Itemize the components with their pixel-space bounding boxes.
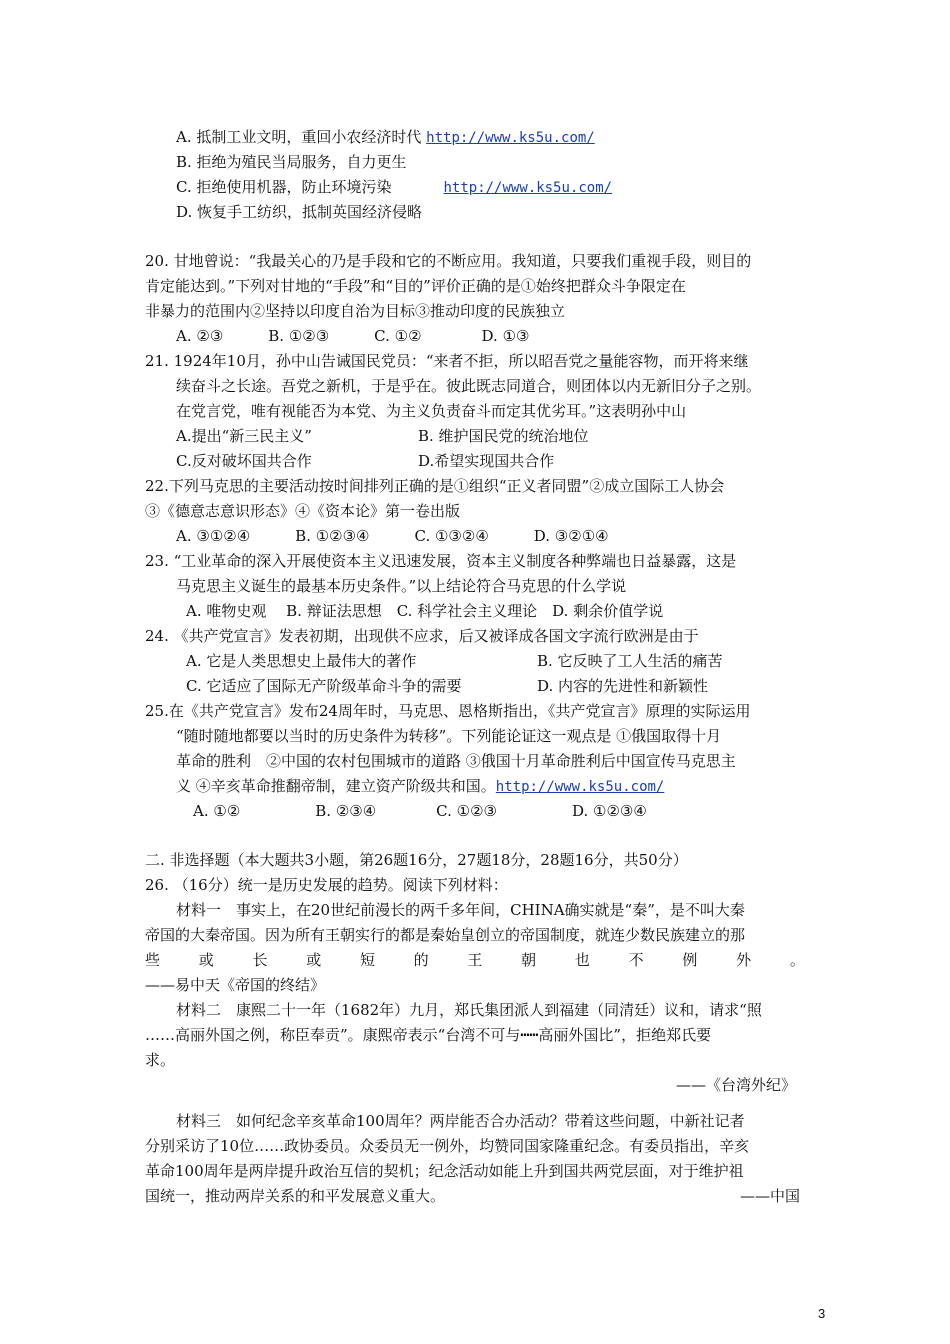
q20-stem-line1: 20. 甘地曾说：“我最关心的乃是手段和它的不断应用。我知道，只要我们重视手段，则目的 — [145, 252, 752, 270]
q20-options: A. ②③ B. ①②③ C. ①② D. ①③ — [176, 327, 530, 345]
q24-option-b: B. 它反映了工人生活的痛苦 — [537, 652, 723, 670]
q23-stem-line2: 马克思主义诞生的最基本历史条件。”以上结论符合马克思的什么学说 — [176, 577, 627, 595]
ks5u-link[interactable]: http://www.ks5u.com/ — [426, 130, 595, 146]
q26-material2-line2: ……高丽外国之例，称臣奉贡”。康熙帝表示“台湾不可与┅┅高丽外国比”，拒绝郑氏要 — [145, 1026, 712, 1044]
q26-material2-line3: 求。 — [145, 1051, 176, 1069]
q21-stem-line2: 续奋斗之长途。吾党之新机，于是乎在。彼此既志同道合，则团体以内无新旧分子之别。 — [176, 377, 762, 395]
page-number: 3 — [818, 1306, 826, 1321]
q19-option-b: B. 拒绝为殖民当局服务，自力更生 — [176, 153, 407, 171]
q26-material1-line1: 材料一 事实上，在20世纪前漫长的两千多年间，CHINA确实就是“秦”，是不叫大秦 — [176, 901, 745, 919]
q26-material3-line2: 分别采访了10位……政协委员。众委员无一例外，均赞同国家隆重纪念。有委员指出，辛亥 — [145, 1137, 750, 1155]
ks5u-link[interactable]: http://www.ks5u.com/ — [443, 180, 613, 196]
q26-material3-line4: 国统一，推动两岸关系的和平发展意义重大。 — [145, 1187, 446, 1205]
q26-material3-line3: 革命100周年是两岸提升政治互信的契机；纪念活动如能上升到国共两党层面，对于维护祖 — [145, 1162, 744, 1180]
q22-options: A. ③①②④ B. ①②③④ C. ①③②④ D. ③②①④ — [176, 527, 609, 545]
q24-stem: 24. 《共产党宣言》发表初期，出现供不应求，后又被译成各国文字流行欧洲是由于 — [145, 627, 699, 645]
q26-material2-line1: 材料二 康熙二十一年（1682年）九月，郑氏集团派人到福建（同清廷）议和，请求“照 — [176, 1001, 762, 1019]
q19-option-d: D. 恢复手工纺织，抵制英国经济侵略 — [176, 203, 423, 221]
q19-option-c: C. 拒绝使用机器，防止环境污染 http://www.ks5u.com/ — [176, 178, 613, 196]
q21-stem-line3: 在党言党，唯有视能否为本党、为主义负责奋斗而定其优劣耳。”这表明孙中山 — [176, 402, 687, 420]
q22-stem-line1: 22.下列马克思的主要活动按时间排列正确的是①组织“正义者同盟”②成立国际工人协会 — [145, 477, 725, 495]
ks5u-link[interactable]: http://www.ks5u.com/ — [495, 779, 665, 795]
q25-stem-line2: “随时随地都要以当时的历史条件为转移”。下列能论证这一观点是 ①俄国取得十月 — [176, 727, 722, 745]
q20-stem-line3: 非暴力的范围内②坚持以印度自治为目标③推动印度的民族独立 — [145, 302, 566, 320]
q21-option-a: A.提出“新三民主义” — [176, 427, 312, 445]
q19-option-a: A. 抵制工业文明，重回小农经济时代 http://www.ks5u.com/ — [176, 128, 595, 146]
q26-material3-source: ——中国 — [740, 1187, 801, 1205]
q25-stem-line1: 25.在《共产党宣言》发布24周年时，马克思、恩格斯指出，《共产党宣言》原理的实际运用 — [145, 702, 751, 720]
q24-option-d: D. 内容的先进性和新颖性 — [537, 677, 709, 695]
section2-heading: 二. 非选择题（本大题共3小题，第26题16分，27题18分，28题16分，共50分） — [145, 851, 688, 869]
q25-stem-line3: 革命的胜利 ②中国的农村包围城市的道路 ③俄国十月革命胜利后中国宣传马克思主 — [176, 752, 736, 770]
q20-stem-line2: 肯定能达到。”下列对甘地的“手段”和“目的”评价正确的是①始终把群众斗争限定在 — [145, 277, 686, 295]
q26-material2-source: ——《台湾外纪》 — [676, 1076, 797, 1094]
q26-material1-line3: 些 或 长 或 短 的 王 朝 也 不 例 外 。 — [145, 951, 805, 969]
q23-options: A. 唯物史观 B. 辩证法思想 C. 科学社会主义理论 D. 剩余价值学说 — [186, 602, 664, 620]
q21-option-c: C.反对破坏国共合作 — [176, 452, 312, 470]
q26-material1-line2: 帝国的大秦帝国。因为所有王朝实行的都是秦始皇创立的帝国制度，就连少数民族建立的那 — [145, 926, 746, 944]
q21-option-b: B. 维护国民党的统治地位 — [418, 427, 589, 445]
q26-intro: 26. （16分）统一是历史发展的趋势。阅读下列材料： — [145, 876, 508, 894]
q25-stem-line4: 义 ④辛亥革命推翻帝制，建立资产阶级共和国。http://www.ks5u.com/ — [176, 777, 665, 795]
q24-option-c: C. 它适应了国际无产阶级革命斗争的需要 — [186, 677, 462, 695]
q21-option-d: D.希望实现国共合作 — [418, 452, 555, 470]
q23-stem-line1: 23. “工业革命的深入开展使资本主义迅速发展，资本主义制度各种弊端也日益暴露，这是 — [145, 552, 737, 570]
q25-options: A. ①② B. ②③④ C. ①②③ D. ①②③④ — [193, 802, 647, 820]
q24-option-a: A. 它是人类思想史上最伟大的著作 — [186, 652, 417, 670]
q22-stem-line2: ③《德意志意识形态》④《资本论》第一卷出版 — [145, 502, 461, 520]
q21-stem-line1: 21. 1924年10月，孙中山告诫国民党员：“来者不拒，所以昭吾党之量能容物，而开将来继 — [145, 352, 749, 370]
q26-material3-line1: 材料三 如何纪念辛亥革命100周年？两岸能否合办活动？带着这些问题，中新社记者 — [176, 1112, 745, 1130]
q26-material1-source: ——易中天《帝国的终结》 — [145, 976, 326, 994]
